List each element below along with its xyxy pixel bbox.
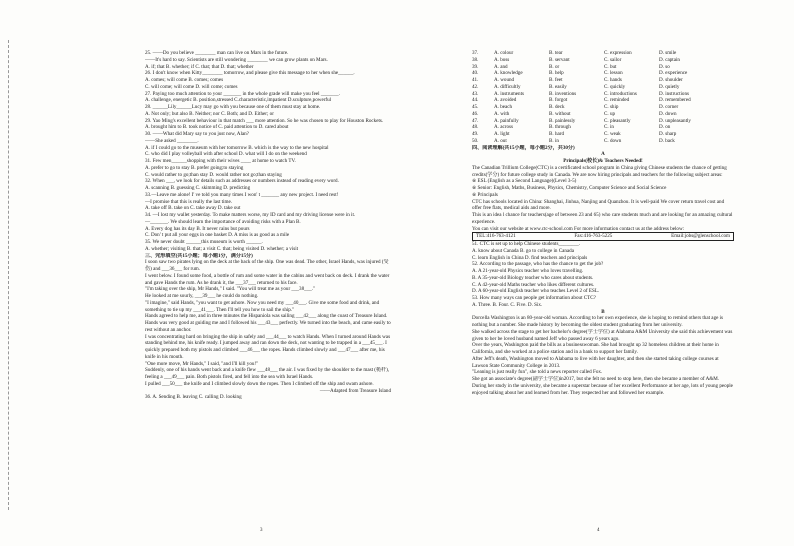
option-cell: C. lesson [604, 70, 623, 77]
option-cell: D. experience [659, 70, 688, 77]
option-cell: D. back [659, 137, 675, 144]
option-cell: C. in [604, 124, 614, 131]
q25-options: A. if; that B. whether; if C. that; that D. that; whether [145, 63, 254, 70]
passage-b-paragraph: She got an associate's degree(副学士学位)in2017, but she felt no need to stop here, then she became a member of A&M. During her study in the university, she became a superstar because of her excellent Performance at her age, lots of young people enjoyed talking about her and learned from her. They respected her and followed her example. [472, 376, 733, 396]
option-cell: B. without [549, 110, 571, 117]
passage-a-item: ※ Principals [472, 191, 498, 198]
option-cell: B. feet [549, 77, 563, 83]
option-question-number: 46. [472, 110, 479, 117]
option-cell: D. remembered [659, 97, 691, 104]
q34-options-cd: C. Don' t put all your eggs in one basket D. A miss is as good as a mile [145, 232, 290, 239]
option-cell: D. on [659, 124, 671, 131]
reading-section-header: 四、阅读理解(共15小题，每小题2分，共30分) [472, 144, 575, 151]
q51-options-ab: A. know about Canada B. go to college in Canada [472, 247, 574, 254]
option-question-number: 37. [472, 50, 479, 56]
option-cell: D. quietly [659, 83, 680, 90]
binding-line [8, 40, 12, 510]
option-cell: C. down [604, 137, 622, 144]
q33-options: A. take off B. take on C. take away D. take out [145, 205, 241, 212]
q52-option-d: D. A 60-year-old English teacher who teaches Level 2 of ESL. [472, 288, 600, 295]
option-cell: C. reminded [604, 97, 630, 104]
q31-stem: 31. Few men______shopping with their wives ____ at home to watch TV. [145, 158, 296, 164]
cloze-options-table [472, 50, 734, 145]
option-cell: A. wound [494, 77, 515, 83]
q33-reply: —I promise that this is really the last time. [145, 198, 233, 205]
option-cell: A. difficultly [494, 83, 521, 90]
cloze-paragraph: I soon saw two pirates lying on the deck at the back of the ship. One was dead. The other, Israel Hands, was injured (受伤) and ___36___ for rum. [145, 259, 389, 272]
option-cell: C. quickly [604, 83, 626, 90]
option-cell: C. weak [604, 131, 621, 137]
option-question-number: 45. [472, 104, 479, 110]
option-question-number: 38. [472, 56, 479, 63]
q51-stem: 51. CTC is set up to help Chinese students________. [472, 241, 581, 247]
option-cell: B. hard [549, 131, 564, 137]
option-cell: D. captain [659, 56, 680, 63]
q29-stem: 29. Yao Ming's excellent behaviour in that match ___ more attention. So he was chosen to play for Houston Rockets. [145, 117, 384, 124]
option-cell: D. so [659, 63, 670, 70]
q30-options-ab: A. if I could go to the museum with her tomorrow B. which is the way to the new hospital [145, 144, 329, 151]
option-cell: A. boss [494, 56, 510, 63]
option-cell: D. sharp [659, 131, 677, 137]
option-cell: A. painfully [494, 117, 519, 124]
option-cell: C. expression [604, 50, 632, 56]
cloze-paragraph: I pulled ___50___ the knife and I climbed slowly down the ropes. Then I climbed off the ship and swam ashore. [145, 380, 374, 387]
option-cell: A. colour [494, 50, 514, 56]
option-cell: C. introductions [604, 90, 637, 97]
passage-a-title: Principals(校长)& Teachers Needed! [563, 158, 643, 164]
option-cell: C. sailor [604, 56, 622, 63]
passage-a-label: A [601, 151, 605, 158]
cloze-paragraph: Suddenly, one of his hands went back and a knife flew ___48___ the air. I was fixed by the shoulder to the mast (桅杆), feeling a ___49___ pain. Both pistols fired, and fell into the sea with Israel Hands. [145, 367, 390, 380]
q30-stem: 30. ——What did Mary say to you just now, Alan? [145, 131, 249, 137]
passage-b-paragraph: After Jeff's death, Washington moved to Alabama to live with her daughter, and then she started taking college courses at Lawson State Community College in 2013. [472, 355, 719, 369]
option-question-number: 41. [472, 77, 479, 83]
contact-box [472, 232, 734, 241]
cloze-paragraph: He looked at me sourly, ___39___ he could do nothing. [145, 293, 259, 299]
q32-stem: 32. When ___, we look for details such as addresses or numbers instead of reading every word. [145, 178, 339, 185]
q53-stem: 53. How many ways can people get information about CTC? [472, 295, 596, 301]
option-cell: B. tear [549, 50, 563, 56]
passage-a-paragraph: The Canadian Trillium College(CTC) is a certificated school program in China giving Chinese students the chance of getting credits(学分) for future college study in Canada. We are now hiring principals and teachers for the following subject areas: [472, 164, 727, 178]
left-column [145, 50, 391, 530]
q31-options-ab: A. prefer to go to stay B. prefer going;to staying [145, 164, 244, 171]
option-cell: A. beach [494, 104, 513, 110]
passage-b-paragraph: "Leaning is just really fun", she told a news reporter called Fox. [472, 369, 603, 376]
q26-options-cd: C. will come; will come D. will come; comes [145, 83, 238, 90]
passage-b-paragraph: She walked across the stage to get her bachelor's degree(学士学位) at Alabama A&M University she said this achievement was given to her be loved husband named Jeff who passed away 6 years ago. [472, 328, 733, 342]
option-cell: B. inventions [549, 90, 577, 97]
option-cell: A. out [494, 137, 507, 144]
q28-stem: 28. ______Lily______Lucy may go with you because one of them must stay at home. [145, 104, 321, 110]
q32-options: A. scanning B. guessing C. skimming D. predicting [145, 185, 251, 191]
passage-a-paragraph: You can visit our website at www.ctc-school.com For more information contact us at the address below: [472, 225, 685, 232]
option-cell: D. shoulder [659, 77, 683, 83]
option-question-number: 44. [472, 97, 479, 104]
q52-stem: 52. According to the passage, who has the chance to get the job? [472, 261, 604, 268]
q33-stem: 33.—Leave me alone! I' ve told you many times I won' t _______ any new project. I need rest! [145, 191, 339, 198]
q28-options: A. Not only; but also B. Neither; nor C. Both; and D. Either; or [145, 110, 274, 117]
q29-options: A. brought him to B. took notice of C. paid attention to D. cared about [145, 124, 289, 131]
q52-option-a: A. A 21-year-old Physics teacher who loves travelling. [472, 268, 584, 274]
passage-a-item: ※ Senior: English, Maths, Business, Physics, Chemistry, Computer Science and Social Science [472, 185, 667, 191]
passage-b-label: B [601, 308, 605, 315]
cloze-paragraph: I went below. I found some food, a bottle of rum and some water in the cabins and went back on deck. I drank the water and gave Hands the rum. As he drank it, the ___37___ returned to his face. [145, 272, 390, 286]
option-cell: A. instruments [494, 90, 524, 97]
option-cell: D. instructions [659, 90, 689, 97]
contact-tel: TEL:416-763-4121 [476, 233, 516, 240]
option-cell: A. avoided [494, 97, 517, 104]
q27-options: A. challenge, energetic B. position,stressed C.characteristic,impatient D.sculpture,powerful [145, 97, 332, 104]
cloze-paragraph: "I imagine," said Hands, "you want to get ashore. Now you need my ___40___. Give me some food and drink, and something to tie up my ___41___. Then I'll tell you how to sail the ship." [145, 299, 380, 313]
option-cell: A. across [494, 124, 513, 131]
option-question-number: 49. [472, 131, 479, 137]
option-cell: B. easily [549, 83, 567, 90]
option-cell: C. but [604, 63, 617, 70]
option-cell: B. painlessly [549, 117, 576, 124]
q30-reply: ——She asked ________. [145, 137, 199, 144]
option-question-number: 39. [472, 63, 479, 70]
option-cell: C. ship [604, 104, 619, 110]
q52-option-c: C. A 42-year-old Maths teacher who likes different cultures. [472, 281, 595, 288]
right-column [472, 50, 734, 530]
option-cell: B. forgot [549, 97, 568, 104]
option-question-number: 50. [472, 137, 479, 144]
option-cell: D. unpleasantly [659, 117, 691, 124]
q31-options-cd: C. would rather to go;than stay D. would rather not go;than staying [145, 171, 282, 178]
passage-a-item: ※ ESL (English as a Second Language)(Level 3-5) [472, 178, 577, 185]
option-question-number: 42. [472, 83, 479, 90]
option-cell: B. or [549, 63, 560, 70]
q30-options-cd: C. who did I play volleyball with after school D. what will I do on the weekend [145, 151, 307, 158]
option-cell: B. in [549, 137, 559, 144]
option-cell: B. servant [549, 56, 570, 63]
option-question-number: 47. [472, 117, 479, 124]
option-cell: B. help [549, 70, 564, 77]
cloze-paragraph: "One more move, Mr Hands," I said, "and I'll kill you!" [145, 360, 259, 367]
cloze-source: ——Adapted from Treasure Island [319, 387, 391, 394]
option-cell: A. and [494, 63, 508, 70]
option-cell: D. corner [659, 104, 679, 110]
option-cell: D. down [659, 110, 677, 117]
q34-options-ab: A. Every dog has its day B. It never rains but pours [145, 225, 250, 232]
option-question-number: 48. [472, 124, 479, 131]
option-cell: C. hands [604, 77, 622, 83]
q34-stem: 34. —I lost my wallet yesterday. To make matters worse, my ID card and my driving license were in it. [145, 212, 356, 218]
cloze-paragraph: I was concentrating hard on bringing the ship in safely and ___44___ to watch Hands. When I turned around Hands was standing behind me, his knife ready. I jumped away and ran down the deck, not wanting to be trapped in a ___45___. I quickly prepared both my pistols and climbed ___46___ the ropes. Hands climbed slowly and ___47___ after me, his knife in his mouth. [145, 333, 391, 360]
q52-option-b: B. A 35-year-old Biology teacher who cares about students. [472, 274, 594, 281]
q35-stem: 35. We never doubt ______this museum is worth ______. [145, 239, 263, 245]
q53-options: A. Three. B. Four. C. Five. D. Six. [472, 301, 543, 308]
option-cell: A. with [494, 110, 510, 117]
page-number-right: 4 [597, 528, 600, 533]
option-cell: B. through [549, 124, 571, 131]
q35-options: A. whether; visiting B. that; a visit C. that; being visited D. whether; a visit [145, 245, 299, 252]
q25-stem: 25. ——Do you believe ________ man can live on Mars in the future. [145, 50, 289, 56]
option-cell: C. up [604, 110, 616, 117]
passage-b-paragraph: Over the years, Washington paid the bills as a businesswoman. She had brought up 32 homeless children at their home in California, and she worked at a police station and in a bank to support her family. [472, 342, 719, 355]
q36-options: 36. A. Sending B. leaving C. calling D. looking [145, 394, 242, 401]
option-cell: A. light [494, 131, 510, 137]
passage-a-paragraph: CTC has schools located in China: Shanghai, Jinhua, Nanjing and Quanzhou. It is well-paid We cover return travel cost and offer free flats, medical aids and more. [472, 198, 725, 212]
q27-stem: 27. Paying too much attention to your _______ in the whole grade will make you feel _______. [145, 90, 340, 97]
option-cell: B. deck [549, 104, 565, 110]
q51-options-cd: C. learn English in China D. find teachers and principals [472, 254, 588, 261]
cloze-section-header: 三、完形填空(共15小题；每小题1分，满分15分) [145, 252, 253, 259]
q25-reply: ——It's hard to say. Scientists are still wondering ________ we can grow plants on Mars. [145, 56, 328, 63]
cloze-paragraph: Hands agreed to help me, and in three minutes the Hispaniola was sailing ___42___ along the coast of Treasure Island. Hands was very good at guiding me and I followed his ___43___ perfectly. We turned into the beach, and came easily to rest without an anchor. [145, 313, 391, 333]
option-question-number: 40. [472, 70, 479, 77]
q26-stem: 26. I don't know when Kitty________ tomorrow, and please give this message to her when she______. [145, 70, 355, 77]
passage-a-paragraph: This is an idea l chance for teachers(age of between 23 and 65) who care students much and are looking for an amazing cultural experience. [472, 212, 733, 225]
option-question-number: 43. [472, 90, 479, 97]
q26-options-ab: A. comes; will come B. comes; comes [145, 77, 224, 83]
passage-b-paragraph: Dorcella Washington is an 80-year-old woman. According to her own experience, she is hoping to remind others that age is nothing but a number. She made history by becoming the oldest student graduating from her university. [472, 315, 724, 328]
page-number-left: 3 [260, 528, 263, 533]
option-cell: D. smile [659, 50, 677, 56]
option-cell: C. pleasantly [604, 117, 631, 124]
cloze-paragraph: "I'm taking over the ship, Mr Hands," I said. "You will treat me as your ___38___." [145, 286, 316, 293]
q34-reply: —_______. We should learn the importance of avoiding risks with a Plan B. [145, 218, 301, 225]
contact-email: Email:jobs@glenschool.com [671, 233, 730, 240]
option-cell: A. knowledge [494, 70, 523, 77]
contact-fax: Fax:416-763-5225 [574, 233, 613, 240]
